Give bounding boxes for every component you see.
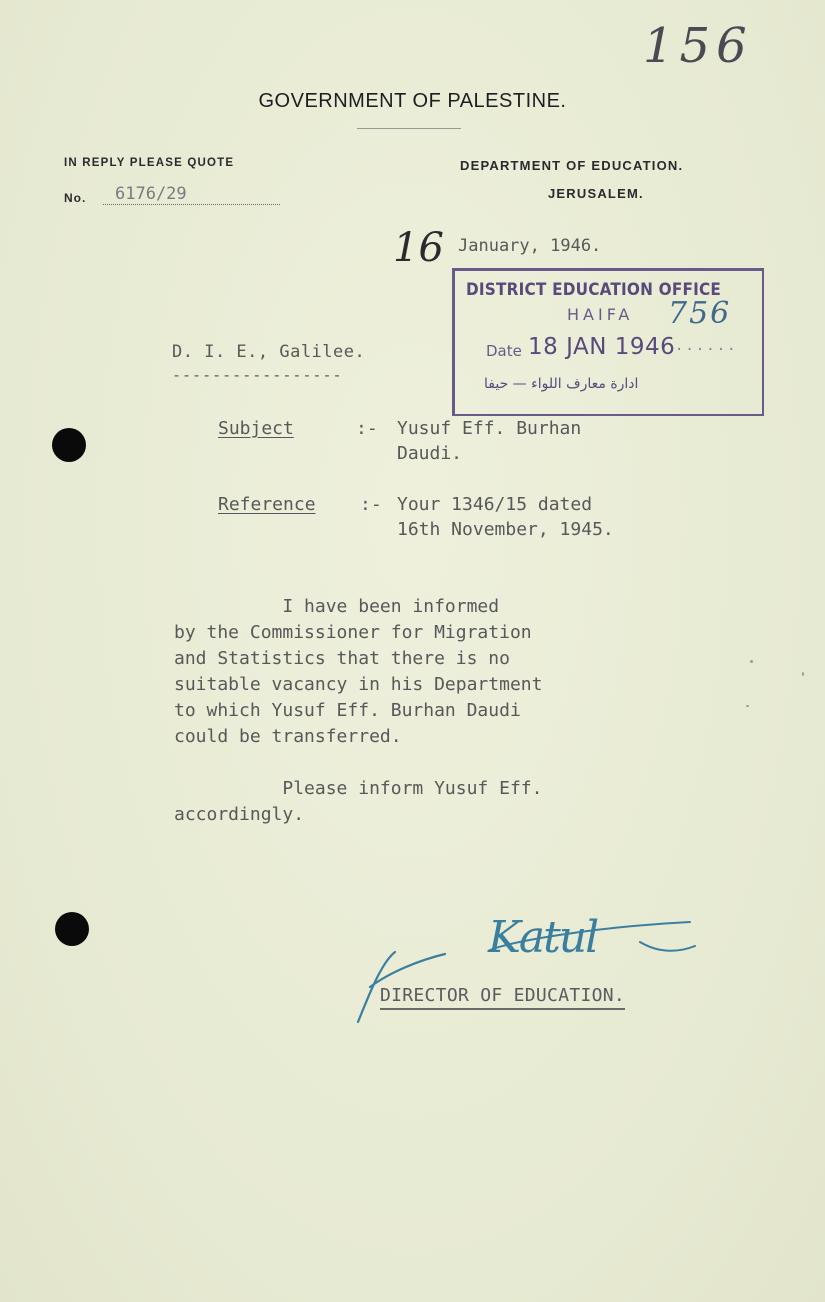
paper-speck (750, 660, 753, 663)
punch-hole (52, 428, 86, 462)
addressee-underline: ----------------- (172, 366, 343, 384)
signatory-title: DIRECTOR OF EDUCATION. (380, 985, 625, 1010)
paper-speck (746, 705, 749, 707)
letterhead-title: GOVERNMENT OF PALESTINE. (258, 90, 567, 112)
body-line: to which Yusuf Eff. Burhan Daudi (174, 700, 521, 721)
department-city: JERUSALEM. (548, 186, 644, 201)
punch-hole (55, 912, 89, 946)
body-line: accordingly. (174, 804, 305, 825)
date-day-handwritten: 16 (393, 225, 444, 271)
reference-label: Reference (218, 494, 316, 515)
subject-separator: :- (356, 418, 378, 439)
reference-number-label: No. (64, 191, 87, 205)
reference-line: Your 1346/15 dated (397, 494, 593, 515)
body-line: I have been informed (174, 596, 500, 617)
stamp-city: HAIFA (567, 305, 634, 324)
stamp-office-name: DISTRICT EDUCATION OFFICE (466, 280, 722, 300)
addressee: D. I. E., Galilee. (172, 342, 366, 362)
stamp-arabic-text: ادارة معارف اللواء — حيفا (484, 376, 639, 392)
date-typed: January, 1946. (458, 236, 602, 256)
department-name: DEPARTMENT OF EDUCATION. (460, 158, 684, 173)
archive-number: 156 (643, 18, 753, 74)
body-line: by the Commissioner for Migration (174, 622, 532, 643)
signature-handwritten: Katul (488, 912, 598, 963)
stamp-date-label: Date (486, 342, 522, 360)
subject-label: Subject (218, 418, 294, 439)
subject-line: Yusuf Eff. Burhan (397, 418, 582, 439)
body-line: Please inform Yusuf Eff. (174, 778, 543, 799)
reference-number-value: 6176/29 (103, 184, 280, 205)
letterhead-rule (357, 128, 461, 129)
reference-line: 16th November, 1945. (397, 519, 614, 540)
body-line: could be transferred. (174, 726, 402, 747)
stamp-handwritten-number: 756 (668, 296, 732, 331)
body-line: and Statistics that there is no (174, 648, 510, 669)
body-line: suitable vacancy in his Department (174, 674, 543, 695)
reply-quote-label: IN REPLY PLEASE QUOTE (64, 157, 235, 169)
subject-line: Daudi. (397, 443, 463, 464)
paper-speck (802, 672, 804, 676)
stamp-date-dots: ...... (675, 338, 738, 354)
reference-separator: :- (360, 494, 382, 515)
stamp-date-value: 18 JAN 1946 (528, 334, 676, 360)
